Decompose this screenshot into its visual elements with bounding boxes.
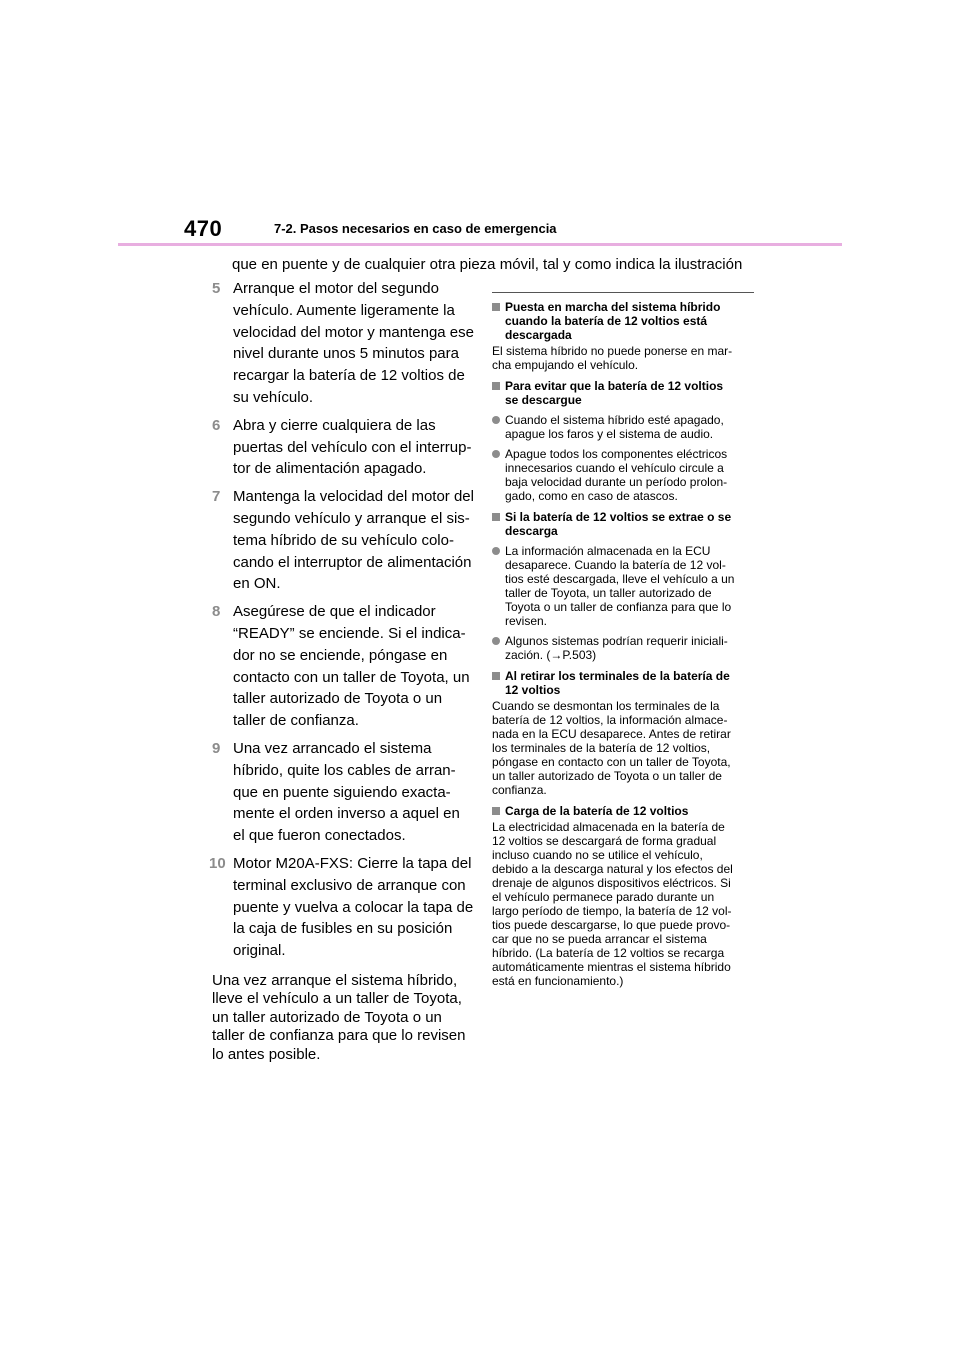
step-line: taller de confianza.	[233, 712, 359, 730]
step-line: “READY” se enciende. Si el indica-	[233, 624, 466, 642]
square-bullet-icon	[492, 672, 500, 680]
step-line: taller autorizado de Toyota o un	[233, 690, 443, 708]
step-line: dor no se enciende, póngase en	[233, 646, 448, 664]
steps-column	[209, 278, 474, 1064]
closing-line: lo antes posible.	[212, 1045, 321, 1063]
step-line: Motor M20A-FXS: Cierre la tapa del	[233, 854, 472, 872]
step-number: 8	[212, 603, 221, 621]
step-line: tor de alimentación apagado.	[233, 460, 427, 478]
page-number: 470	[184, 216, 223, 241]
note-heading-battery-removed: Si la batería de 12 voltios se extrae o se descarga	[492, 510, 754, 538]
square-bullet-icon	[492, 382, 500, 390]
note-bullet: Algunos sistemas podrían requerir iniciali- zación. (→P.503)	[492, 634, 754, 662]
step-line: Una vez arrancado el sistema	[233, 739, 432, 757]
step-line: Abra y cierre cualquiera de las	[233, 416, 436, 434]
step-line: velocidad del motor y mantenga ese	[233, 323, 474, 341]
note-heading-jump-start: Puesta en marcha del sistema híbrido cuando la batería de 12 voltios está descargada	[492, 300, 754, 342]
step-number: 5	[212, 280, 221, 297]
closing-line: taller de confianza para que lo revisen	[212, 1027, 466, 1045]
step-line: segundo vehículo y arranque el sis-	[233, 509, 470, 527]
square-bullet-icon	[492, 807, 500, 815]
closing-line: un taller autorizado de Toyota o un	[212, 1008, 442, 1026]
notes-divider	[492, 292, 754, 293]
closing-paragraph	[212, 972, 474, 1065]
step-line: híbrido, quite los cables de arran-	[233, 761, 456, 779]
step-line: original.	[233, 942, 286, 960]
step-5	[212, 278, 474, 409]
closing-line: Una vez arranque el sistema híbrido,	[212, 971, 458, 989]
square-bullet-icon	[492, 513, 500, 521]
step-line: puertas del vehículo con el interrup-	[233, 438, 472, 456]
step-number: 6	[212, 416, 221, 434]
step-line: que en puente siguiendo exacta-	[233, 783, 451, 801]
note-heading-prevent-discharge: Para evitar que la batería de 12 voltios se descargue	[492, 379, 754, 407]
step-line: en ON.	[233, 575, 281, 593]
step-line: mente el orden inverso a aquel en	[233, 805, 460, 823]
intro-text: que en puente y de cualquier otra pieza móvil, tal y como indica la ilustración	[232, 256, 743, 273]
step-7	[212, 486, 474, 595]
step-line: puente y vuelva a colocar la tapa de	[233, 898, 474, 916]
step-line: contacto con un taller de Toyota, un	[233, 668, 470, 686]
step-9	[212, 738, 474, 847]
note-bullet: Apague todos los componentes eléctricos innecesarios cuando el vehículo circule a baja velocidad durante un período prolon- gado, como en caso de atascos.	[492, 447, 754, 503]
section-title: 7-2. Pasos necesarios en caso de emergencia	[274, 221, 557, 236]
note-body: La electricidad almacenada en la batería de 12 voltios se descargará de forma gradual incluso cuando no se utilice el vehículo, debido a la descarga natural y los efectos del drenaje de algunos dispositivos eléctricos. Si el vehículo permanece parado durante un largo período de tiempo, la batería de 12 vol- tios puede descargarse, lo que puede provo- car que no se pueda arrancar el sistema híbrido. (La batería de 12 voltios se recarga automáticamente mientras el sistema híbrido está en funcionamiento.)	[492, 820, 733, 988]
step-line: Asegúrese de que el indicador	[233, 603, 436, 621]
step-line: recargar la batería de 12 voltios de	[233, 367, 465, 385]
notes-column	[492, 292, 754, 988]
step-line: terminal exclusivo de arranque con	[233, 876, 466, 894]
step-line: tema híbrido de su vehículo colo-	[233, 531, 454, 549]
closing-line: lleve el vehículo a un taller de Toyota,	[212, 990, 462, 1008]
step-line: el que fueron conectados.	[233, 827, 406, 845]
step-line: su vehículo.	[233, 388, 314, 406]
step-6	[212, 415, 474, 480]
step-line: Arranque el motor del segundo	[233, 280, 439, 297]
round-bullet-icon	[492, 637, 500, 645]
note-body: Cuando se desmontan los terminales de la batería de 12 voltios, la información almace- nada en la ECU desaparece. Antes de retirar los terminales de la batería de 12 voltios, póngase en contacto con un taller de Toyota, un taller autorizado de Toyota o un taller de confianza.	[492, 699, 731, 797]
step-10	[209, 853, 474, 962]
step-line: Mantenga la velocidad del motor del	[233, 488, 474, 506]
round-bullet-icon	[492, 450, 500, 458]
step-line: la caja de fusibles en su posición	[233, 920, 453, 938]
round-bullet-icon	[492, 416, 500, 424]
square-bullet-icon	[492, 303, 500, 311]
step-line: vehículo. Aumente ligeramente la	[233, 301, 455, 319]
header-divider	[118, 243, 842, 246]
step-number: 10	[209, 854, 226, 872]
note-bullet: La información almacenada en la ECU desaparece. Cuando la batería de 12 vol- tios esté descargada, lleve el vehículo a un taller de Toyota, un taller autorizado de Toyota o un taller de confianza para que lo revisen.	[492, 544, 754, 628]
step-line: nivel durante unos 5 minutos para	[233, 345, 459, 363]
note-body: El sistema híbrido no puede ponerse en mar- cha empujando el vehículo.	[492, 344, 733, 372]
page-reference-link[interactable]: zación. (→P.503)	[505, 648, 597, 662]
step-8	[212, 601, 474, 732]
step-number: 7	[212, 488, 221, 506]
note-heading-remove-terminals: Al retirar los terminales de la batería de 12 voltios	[492, 669, 754, 697]
note-bullet: Cuando el sistema híbrido esté apagado, apague los faros y el sistema de audio.	[492, 413, 754, 441]
note-heading-battery-charge: Carga de la batería de 12 voltios	[492, 804, 754, 818]
step-number: 9	[212, 739, 221, 757]
round-bullet-icon	[492, 547, 500, 555]
step-line: cando el interruptor de alimentación	[233, 553, 472, 571]
